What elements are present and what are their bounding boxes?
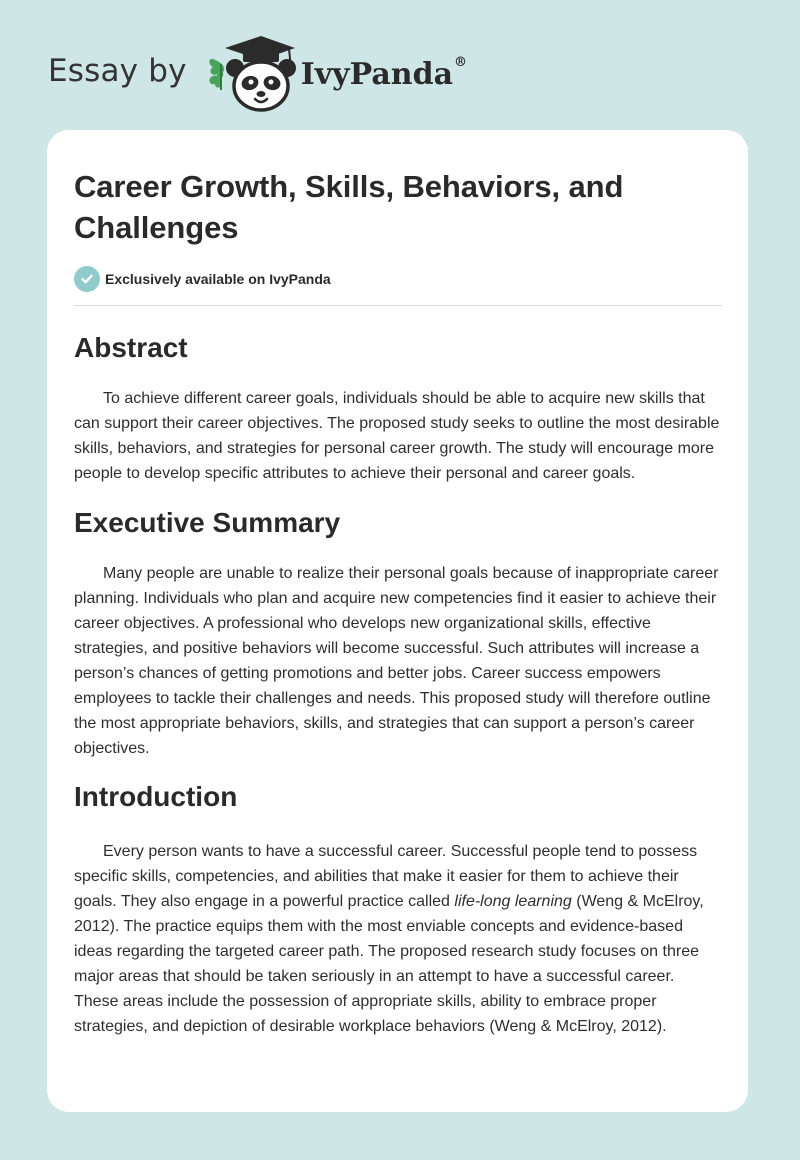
panda-graduate-logo-icon[interactable] [205, 34, 297, 114]
section-heading-introduction: Introduction [74, 781, 238, 812]
section-abstract [74, 331, 722, 486]
brand-name[interactable] [300, 54, 468, 92]
essay-title: Career Growth, Skills, Behaviors, and Challenges [74, 169, 624, 245]
section-paragraph-executive-summary: Many people are unable to realize their personal goals because of inappropriate career planning. Individuals who plan and acquire new competencies find it easier to achieve their career objectives. A professional who develops new organizational skills, effective strategies, and positive behaviors will become successful. Such attributes will increase a person’s chances of getting promotions and better jobs. Career success empowers employees to tackle their challenges and needs. This proposed study will therefore outline the most appropriate behaviors, skills, and strategies that can support a person’s career objectives. [74, 565, 719, 757]
site-header [48, 34, 467, 114]
section-heading-executive-summary: Executive Summary [74, 507, 341, 538]
section-introduction [74, 780, 722, 1039]
title-divider [74, 305, 722, 306]
section-executive-summary [74, 506, 722, 761]
registered-mark: ® [454, 54, 468, 70]
intro-text-after: (Weng & McElroy, 2012). The practice equips them with the most enviable concepts and evidence-based ideas regarding the targeted career path. The proposed research study focuses on three major areas that should be taken seriously in an attempt to have a successful career. These areas include the possession of appropriate skills, ability to embrace proper strategies, and depiction of desirable workplace behaviors (Weng & McElroy, 2012). [74, 893, 704, 1035]
intro-text-before: Every person wants to have a successful career. Successful people tend to possess specific skills, competencies, and abilities that make it easier for them to achieve their goals. They also engage in a powerful practice called [74, 843, 698, 910]
section-paragraph-abstract: To achieve different career goals, individuals should be able to acquire new skills that can support their career objectives. The proposed study seeks to outline the most desirable skills, behaviors, and strategies for personal career growth. The study will encourage more people to develop specific attributes to achieve their personal and career goals. [74, 390, 720, 482]
brand-prefix: Essay by [48, 53, 187, 89]
exclusive-badge [74, 266, 722, 292]
essay-card [47, 130, 748, 1112]
section-heading-abstract: Abstract [74, 332, 188, 363]
exclusive-badge-text: Exclusively available on IvyPanda [105, 271, 331, 287]
checkmark-circle-icon [74, 266, 100, 292]
brand-name-text: IvyPanda [300, 56, 454, 92]
section-paragraph-introduction [74, 839, 722, 1039]
intro-italic-term: life-long learning [454, 893, 572, 910]
